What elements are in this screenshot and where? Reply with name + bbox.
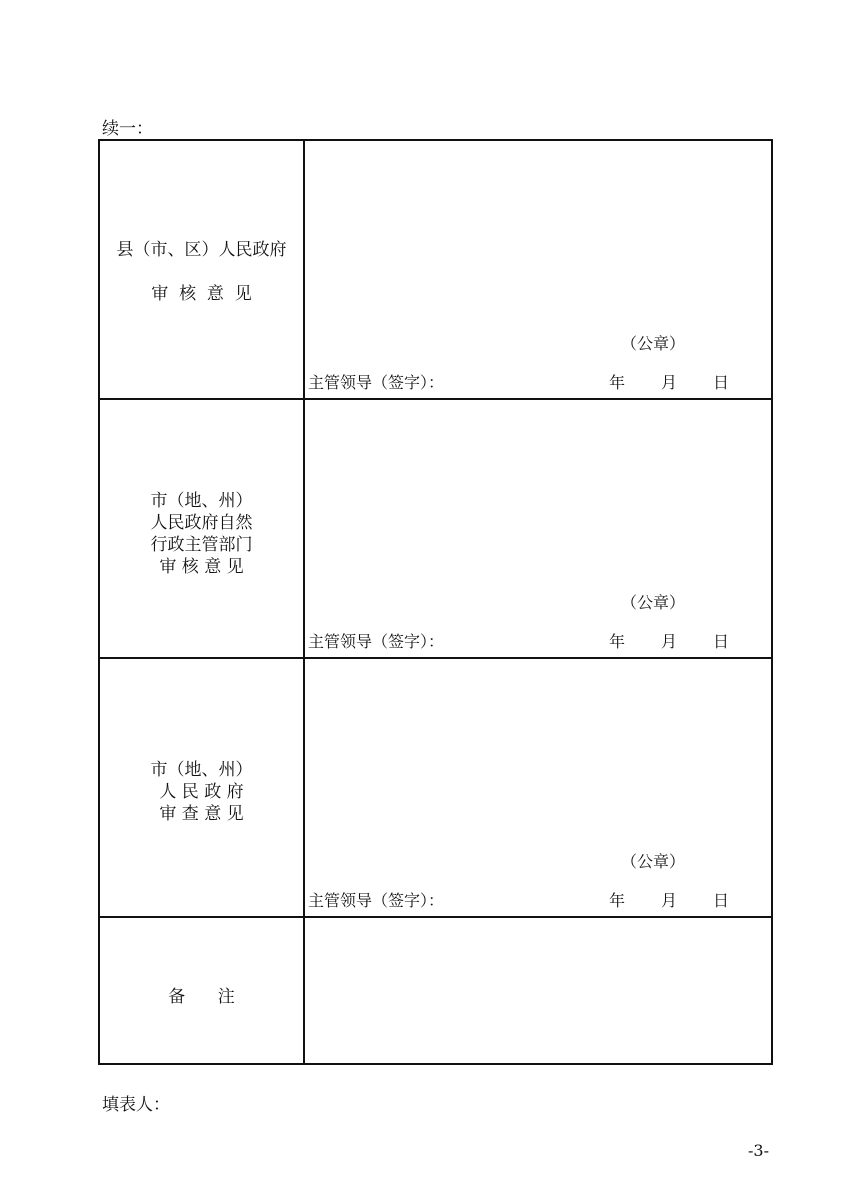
row-label-line: 人 民 政 府 xyxy=(159,782,244,802)
date-month-label: 月 xyxy=(661,891,678,910)
official-seal-label: （公章） xyxy=(621,593,686,612)
row-label-line: 人民政府自然 xyxy=(150,513,253,533)
remarks-cell[interactable] xyxy=(305,918,771,1065)
remarks-row xyxy=(100,918,771,1065)
date-day-label: 日 xyxy=(713,373,730,392)
row-label-line: 行政主管部门 xyxy=(150,535,253,555)
row-label-cell xyxy=(100,659,305,916)
date-day-label: 日 xyxy=(713,632,730,651)
date-month-label: 月 xyxy=(661,632,678,651)
leader-signature-label: 主管领导（签字）： xyxy=(308,373,445,392)
row-label-cell xyxy=(100,141,305,398)
row-label-line: 县（市、区）人民政府 xyxy=(116,240,287,260)
leader-signature-label: 主管领导（签字）： xyxy=(308,632,445,651)
official-seal-label: （公章） xyxy=(621,334,686,353)
approval-form-table xyxy=(98,139,773,1065)
row-label-line: 审 查 意 见 xyxy=(159,804,244,824)
city-government-review-row xyxy=(100,659,771,918)
form-filler-label: 填表人： xyxy=(102,1095,170,1115)
county-government-review-row xyxy=(100,141,771,400)
city-natural-resources-review-row xyxy=(100,400,771,659)
row-label-line: 审 核 意 见 xyxy=(151,284,252,304)
date-year-label: 年 xyxy=(609,891,626,910)
opinion-cell[interactable] xyxy=(305,141,771,398)
row-label-line: 市（地、州） xyxy=(150,491,253,511)
date-year-label: 年 xyxy=(609,373,626,392)
row-label-cell xyxy=(100,918,305,1065)
row-label-cell xyxy=(100,400,305,657)
page-number: -3- xyxy=(748,1141,769,1160)
date-month-label: 月 xyxy=(661,373,678,392)
opinion-cell[interactable] xyxy=(305,400,771,657)
row-label-line: 审 核 意 见 xyxy=(159,557,244,577)
row-label-line: 备 注 xyxy=(168,987,235,1007)
leader-signature-label: 主管领导（签字）： xyxy=(308,891,445,910)
continued-label: 续一： xyxy=(102,119,153,139)
opinion-cell[interactable] xyxy=(305,659,771,916)
date-day-label: 日 xyxy=(713,891,730,910)
row-label-line: 市（地、州） xyxy=(150,760,253,780)
official-seal-label: （公章） xyxy=(621,852,686,871)
date-year-label: 年 xyxy=(609,632,626,651)
